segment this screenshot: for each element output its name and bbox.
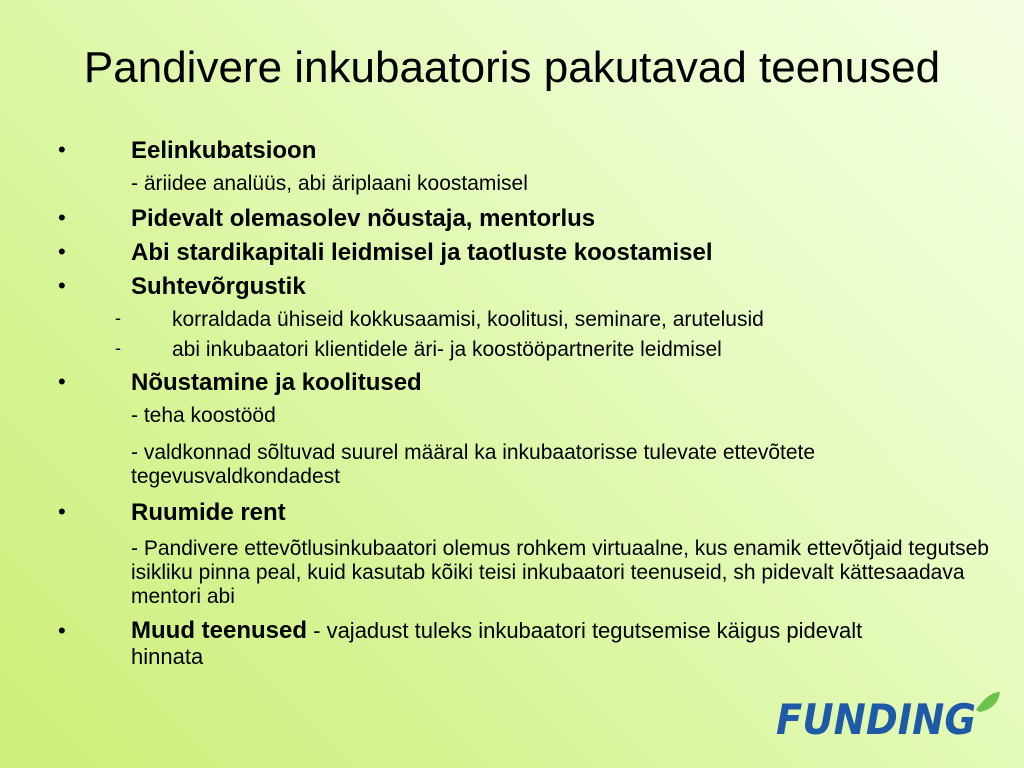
sub-text: - valdkonnad sõltuvad suurel määral ka inkubaatorisse tulevate ettevõtete tegevusvaldkondadest [131,441,816,488]
slide-title: Pandivere inkubaatoris pakutavad teenused [83,43,941,92]
funding-logo [776,690,1001,740]
bullet-marker: • [58,618,66,643]
bullet-marker: • [58,137,66,162]
bullet-heading: Nõustamine ja koolitused [131,369,422,396]
bullet-heading: Abi stardikapitali leidmisel ja taotluste koostamisel [131,239,713,266]
bullet-marker: • [58,239,66,264]
bullet-heading: Muud teenused [131,617,308,644]
bullet-marker: • [58,273,66,298]
bullet-rest-text: - vajadust tuleks inkubaatori tegutsemise käigus pidevalt hinnata [131,618,863,669]
bullet-heading: Pidevalt olemasolev nõustaja, mentorlus [131,205,596,232]
leaf-icon [976,692,1000,712]
bullet-heading: Ruumide rent [131,499,286,526]
bullet-marker: • [58,205,66,230]
bullet-marker: • [58,369,66,394]
sub-text: - äriidee analüüs, abi äriplaani koostamisel [131,172,528,195]
dash-item-text: abi inkubaatori klientidele äri- ja koostööpartnerite leidmisel [172,338,722,361]
sub-text: - Pandivere ettevõtlusinkubaatori olemus rohkem virtuaalne, kus enamik ettevõtjaid tegutseb isikliku pinna peal, kuid kasutab kõiki teisi inkubaatori teenuseid, sh pidevalt kättesaadava mentori abi [131,537,989,608]
bullet-heading-wrap [131,618,931,670]
bullet-marker: • [58,499,66,524]
bullet-heading: Suhtevõrgustik [131,273,306,300]
dash-marker: - [115,338,121,358]
sub-text: - teha koostööd [131,404,276,427]
bullet-heading: Eelinkubatsioon [131,137,317,164]
dash-item-text: korraldada ühiseid kokkusaamisi, koolitusi, seminare, arutelusid [172,308,764,331]
dash-marker: - [115,308,121,328]
logo-wordmark: FUNDING [776,695,976,740]
